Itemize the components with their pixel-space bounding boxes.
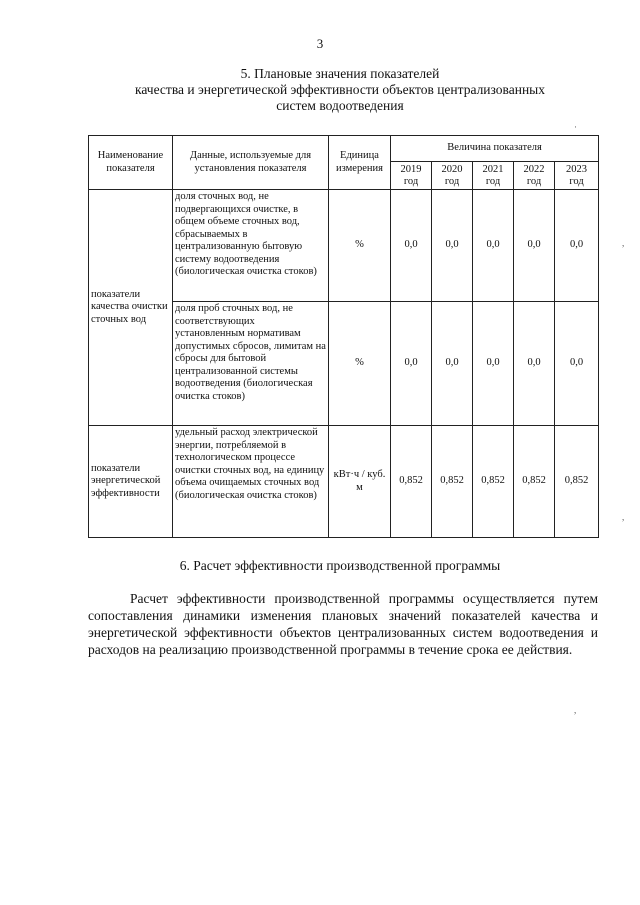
header-value-group: Величина показателя	[391, 136, 599, 162]
value-2022: 0,0	[514, 190, 555, 302]
value-2021: 0,0	[473, 190, 514, 302]
value-2019: 0,0	[391, 302, 432, 426]
year-suffix: год	[569, 175, 584, 187]
section-6-title: 6. Расчет эффективности производственной программы	[179, 558, 501, 573]
value-2023: 0,0	[555, 302, 599, 426]
header-unit: Единица измерения	[329, 136, 391, 190]
value-2021: 0,0	[473, 302, 514, 426]
page-number: 3	[316, 36, 324, 51]
value-2023: 0,0	[555, 190, 599, 302]
value-2019: 0,0	[391, 190, 432, 302]
value-2020: 0,0	[432, 302, 473, 426]
year-number: 2022	[523, 163, 545, 175]
header-year-2021	[473, 162, 514, 190]
header-year-2019	[391, 162, 432, 190]
header-year-2020	[432, 162, 473, 190]
year-number: 2019	[400, 163, 422, 175]
row-description: удельный расход электрической энергии, потребляемой в технологическом процессе очистки сточных вод, на единицу объема очищаемых сточных вод (биологическая очистка стоков)	[173, 426, 329, 538]
header-year-2022	[514, 162, 555, 190]
year-number: 2023	[566, 163, 588, 175]
year-suffix: год	[444, 175, 460, 187]
section-5-title-line: 5. Плановые значения показателей	[240, 66, 440, 81]
header-name: Наименование показателя	[89, 136, 173, 190]
row-description: доля сточных вод, не подвергающихся очистке, в общем объеме сточных вод, сбрасываемых в централизованную бытовую систему водоотведения (биологическая очистка стоков)	[173, 190, 329, 302]
group-name-energy: показатели энергетической эффективности	[89, 426, 173, 538]
value-2023: 0,852	[555, 426, 599, 538]
value-2019: 0,852	[391, 426, 432, 538]
header-data: Данные, используемые для установления показателя	[173, 136, 329, 190]
row-description: доля проб сточных вод, не соответствующих установленным нормативам допустимых сбросов, лимитам на сбросы для бытовой централизованной системы водоотведения (биологическая очистка стоков)	[173, 302, 329, 426]
year-number: 2020	[441, 163, 463, 175]
row-unit: %	[329, 302, 391, 426]
year-suffix: год	[526, 175, 542, 187]
indicators-table	[88, 135, 599, 538]
scan-mark: ,	[622, 512, 625, 522]
row-unit: %	[329, 190, 391, 302]
value-2022: 0,852	[514, 426, 555, 538]
table-row	[89, 190, 599, 302]
section-5-title	[60, 66, 620, 114]
row-unit: кВт·ч / куб. м	[329, 426, 391, 538]
table-row	[89, 426, 599, 538]
value-2020: 0,0	[432, 190, 473, 302]
year-suffix: год	[403, 175, 419, 187]
group-name-quality: показатели качества очистки сточных вод	[89, 190, 173, 426]
section-5-title-line: систем водоотведения	[276, 98, 404, 113]
scan-mark: ·	[574, 122, 577, 132]
body-paragraph: Расчет эффективности производственной программы осуществляется путем сопоставления динамики изменения плановых значений показателей качества и энергетической эффективности объектов централизованных систем водоотведения и расходов на реализацию производственной программы в течение срока ее действия.	[88, 591, 598, 657]
value-2020: 0,852	[432, 426, 473, 538]
section-5-title-line: качества и энергетической эффективности объектов централизованных	[135, 82, 545, 97]
scan-mark: ,	[574, 705, 577, 715]
value-2022: 0,0	[514, 302, 555, 426]
year-number: 2021	[482, 163, 504, 175]
scan-mark: ,	[622, 238, 625, 248]
year-suffix: год	[485, 175, 501, 187]
header-year-2023	[555, 162, 599, 190]
value-2021: 0,852	[473, 426, 514, 538]
